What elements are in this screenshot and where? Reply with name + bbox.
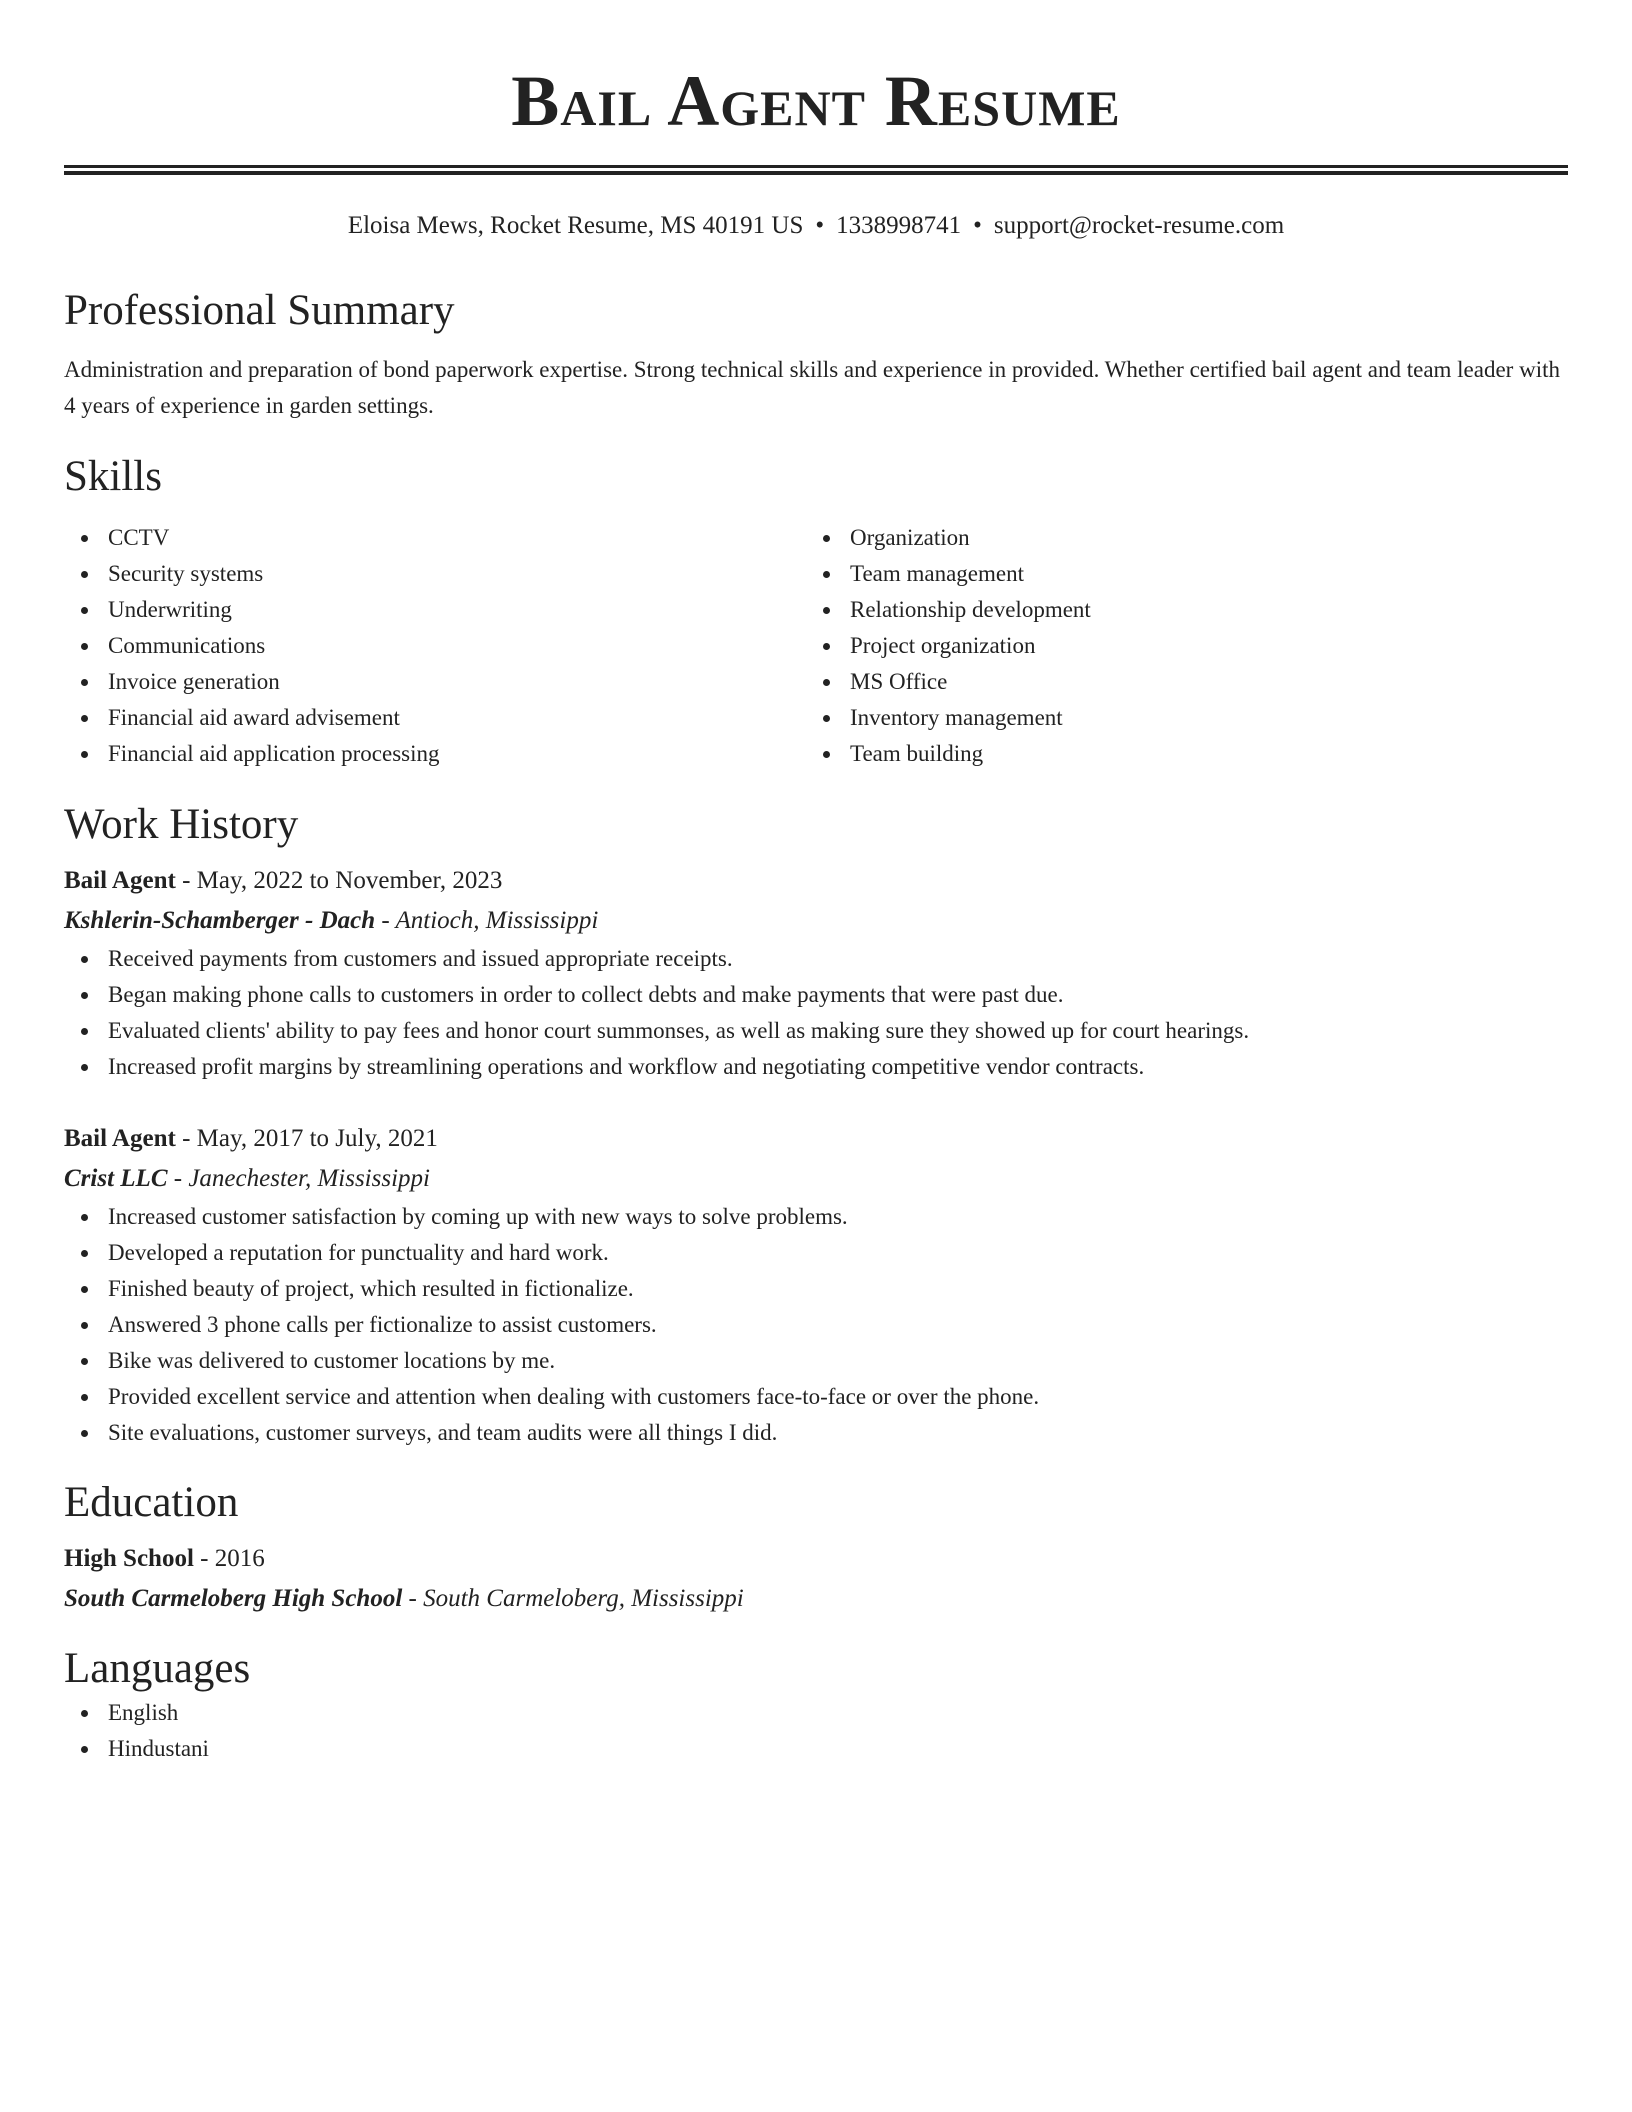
job-dates: - May, 2022 to November, 2023 [175, 867, 503, 894]
education-location: - South Carmeloberg, Mississippi [402, 1585, 744, 1612]
summary-text: Administration and preparation of bond paperwork expertise. Strong technical skills and experience in provided. Whether certified bail agent and team leader with 4 years of experience in garden settings. [64, 357, 1560, 418]
skill-item: Invoice generation [64, 664, 806, 700]
skill-item: MS Office [806, 664, 1548, 700]
title-double-rule [64, 165, 1568, 175]
job-dates: - May, 2017 to July, 2021 [175, 1125, 438, 1152]
job-duties-list [64, 941, 1568, 1085]
skill-item: Security systems [64, 556, 806, 592]
language-item: English [64, 1695, 1568, 1731]
skill-item: Organization [806, 520, 1548, 556]
work-history-heading: Work History [64, 801, 299, 848]
education-school: South Carmeloberg High School [64, 1585, 403, 1612]
job-title: Bail Agent [64, 867, 176, 894]
job-duty: Site evaluations, customer surveys, and team audits were all things I did. [64, 1415, 1568, 1451]
contact-separator: • [815, 212, 825, 239]
job-employer [64, 1159, 1568, 1199]
skill-item: Financial aid application processing [64, 736, 806, 772]
job-duty: Finished beauty of project, which resulted in fictionalize. [64, 1271, 1568, 1307]
skill-item: Team management [806, 556, 1548, 592]
education-school-line [64, 1579, 1568, 1619]
skill-item: Team building [806, 736, 1548, 772]
job-title: Bail Agent [64, 1125, 176, 1152]
contact-line [64, 211, 1568, 241]
skill-item: Relationship development [806, 592, 1548, 628]
job-duty: Answered 3 phone calls per fictionalize to assist customers. [64, 1307, 1568, 1343]
job-entry [64, 861, 1568, 1085]
summary-heading: Professional Summary [64, 287, 455, 334]
skills-grid [64, 520, 1568, 772]
job-duty: Evaluated clients' ability to pay fees and honor court summonses, as well as making sure they showed up for court hearings. [64, 1013, 1568, 1049]
education-degree: High School [64, 1545, 194, 1572]
education-heading: Education [64, 1479, 239, 1526]
skill-item: Communications [64, 628, 806, 664]
skills-list-right [806, 520, 1548, 772]
contact-phone: 1338998741 [836, 212, 962, 239]
job-duty: Bike was delivered to customer locations by me. [64, 1343, 1568, 1379]
language-item: Hindustani [64, 1731, 1568, 1767]
job-location: - Janechester, Mississippi [167, 1165, 430, 1192]
job-duty: Provided excellent service and attention when dealing with customers face-to-face or over the phone. [64, 1379, 1568, 1415]
job-duty: Increased profit margins by streamlining operations and workflow and negotiating competitive vendor contracts. [64, 1049, 1568, 1085]
education-entry [64, 1539, 1568, 1619]
job-duties-list [64, 1199, 1568, 1451]
resume-title: Bail Agent Resume [511, 61, 1121, 141]
job-header [64, 861, 1568, 901]
languages-list [64, 1695, 1568, 1767]
job-duty: Developed a reputation for punctuality and hard work. [64, 1235, 1568, 1271]
education-header [64, 1539, 1568, 1579]
job-employer [64, 901, 1568, 941]
job-duty: Received payments from customers and issued appropriate receipts. [64, 941, 1568, 977]
skill-item: CCTV [64, 520, 806, 556]
job-location: - Antioch, Mississippi [375, 907, 599, 934]
skills-list-left [64, 520, 806, 772]
skill-item: Underwriting [64, 592, 806, 628]
job-company: Kshlerin-Schamberger - Dach [64, 907, 376, 934]
skill-item: Financial aid award advisement [64, 700, 806, 736]
job-duty: Began making phone calls to customers in order to collect debts and make payments that were past due. [64, 977, 1568, 1013]
skill-item: Inventory management [806, 700, 1548, 736]
job-company: Crist LLC [64, 1165, 168, 1192]
education-year: - 2016 [193, 1545, 265, 1572]
job-entry [64, 1119, 1568, 1451]
skills-heading: Skills [64, 453, 162, 500]
contact-email: support@rocket-resume.com [993, 212, 1285, 239]
contact-address: Eloisa Mews, Rocket Resume, MS 40191 US [347, 212, 804, 239]
job-header [64, 1119, 1568, 1159]
languages-heading: Languages [64, 1645, 251, 1692]
skill-item: Project organization [806, 628, 1548, 664]
contact-separator: • [973, 212, 982, 239]
job-duty: Increased customer satisfaction by coming up with new ways to solve problems. [64, 1199, 1568, 1235]
